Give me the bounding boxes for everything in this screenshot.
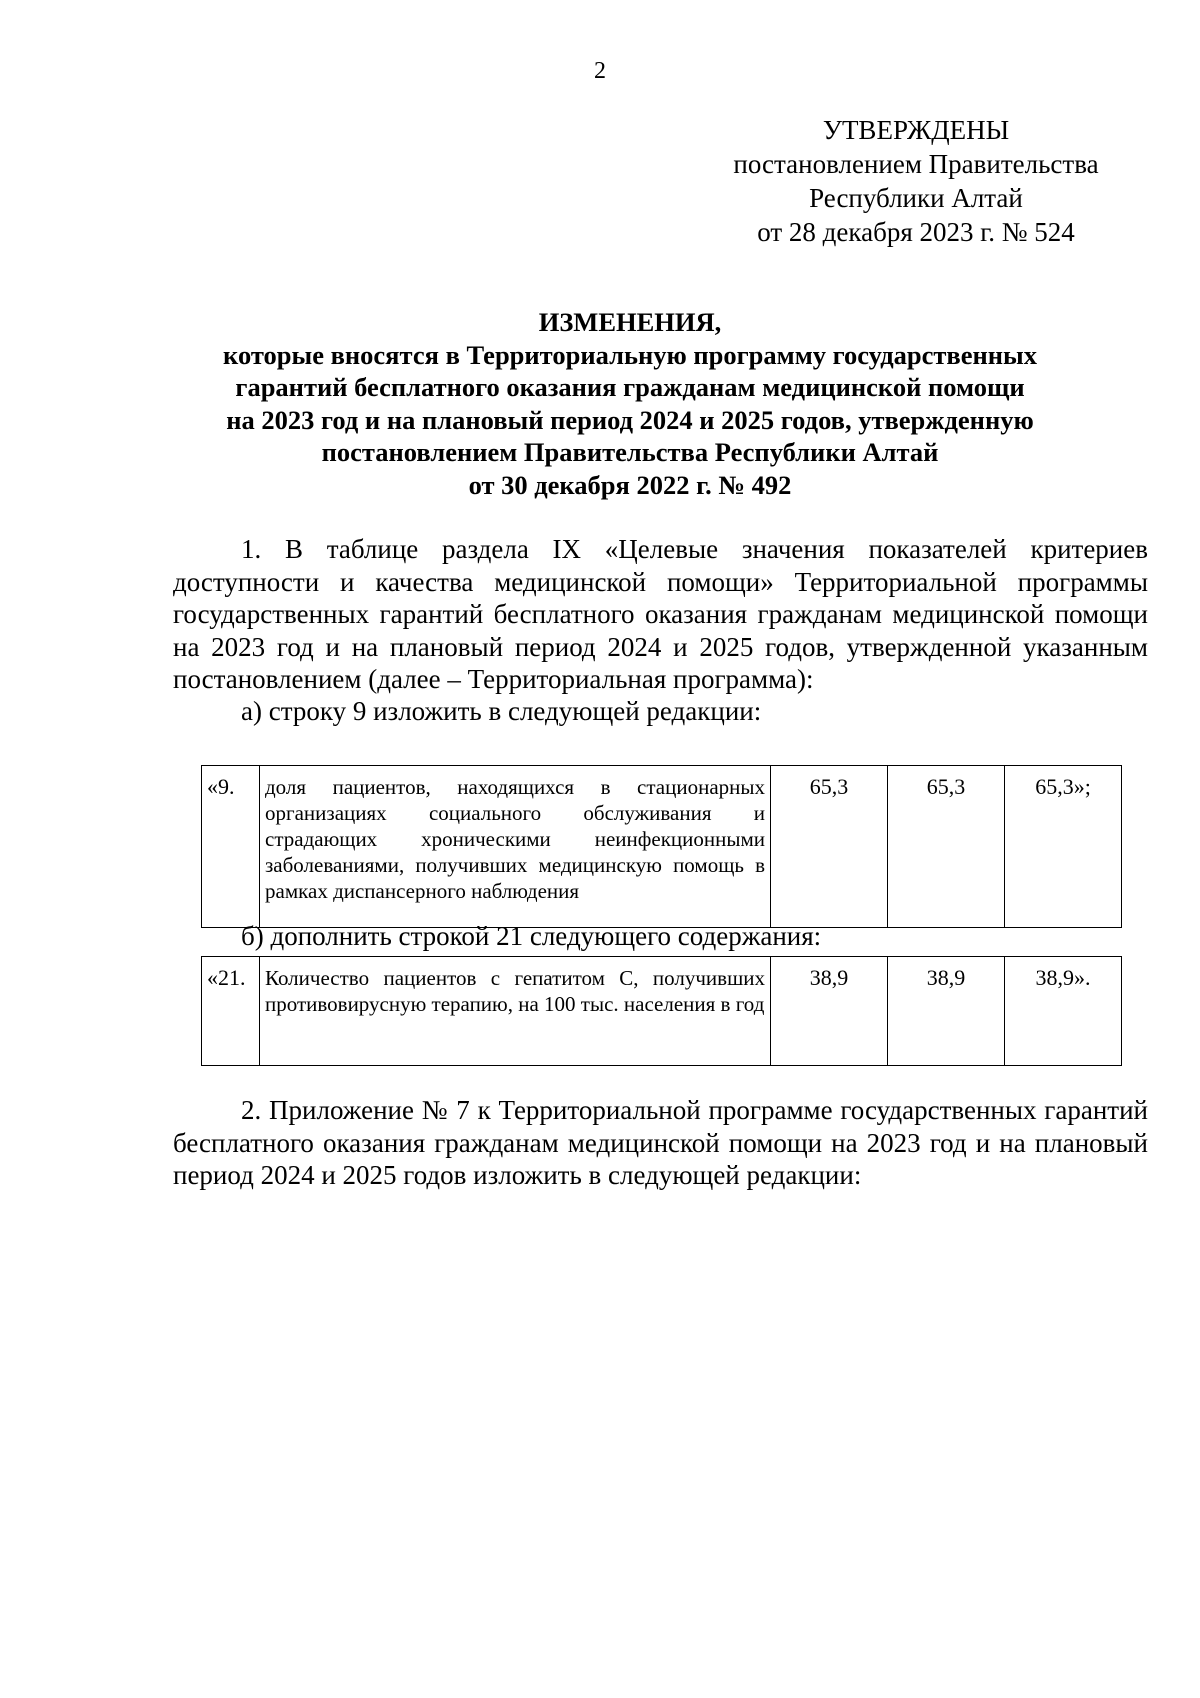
title-line: которые вносятся в Территориальную программу государственных [223, 339, 1037, 370]
title-line: от 30 декабря 2022 г. № 492 [468, 469, 792, 500]
subitem-b: б) дополнить строкой 21 следующего содержания: [241, 921, 822, 951]
row-value-2023: 65,3 [771, 766, 888, 928]
approval-block [716, 113, 1116, 249]
row-value-2025: 65,3»; [1005, 766, 1122, 928]
table-row-21 [201, 956, 1122, 1066]
paragraph-1-text: 1. В таблице раздела IX «Целевые значения показателей критериев доступности и качества медицинской помощи» Территориальной программы государственных гарантий бесплатного оказания гражданам медицинской помощи на 2023 год и на плановый период 2024 и 2025 годов, утвержденной указанным постановлением (далее – Территориальная программа): [173, 534, 1148, 694]
paragraph-2 [173, 1094, 1148, 1192]
title-line: постановлением Правительства Республики Алтай [321, 437, 939, 467]
title-heading: ИЗМЕНЕНИЯ, [538, 307, 722, 337]
approval-line: Республики Алтай [809, 183, 1023, 213]
row-value-2025: 38,9». [1005, 957, 1122, 1066]
table-row [202, 766, 1122, 928]
row-description: Количество пациентов с гепатитом С, получивших противовирусную терапию, на 100 тыс. населения в год [260, 957, 771, 1066]
table-row-9 [201, 765, 1122, 928]
title-line: на 2023 год и на плановый период 2024 и 2025 годов, утвержденную [226, 404, 1034, 435]
paragraph-2-text: 2. Приложение № 7 к Территориальной программе государственных гарантий бесплатного оказания гражданам медицинской помощи на 2023 год и на плановый период 2024 и 2025 годов изложить в следующей редакции: [173, 1095, 1148, 1190]
row-description: доля пациентов, находящихся в стационарных организациях социального обслуживания и страдающих хроническими неинфекционными заболеваниями, получивших медицинскую помощь в рамках диспансерного наблюдения [260, 766, 771, 928]
page-number: 2 [594, 58, 606, 84]
document-title [150, 306, 1110, 501]
row-number: «9. [202, 766, 260, 928]
row-value-2024: 38,9 [888, 957, 1005, 1066]
paragraph-1 [173, 533, 1148, 696]
row-number: «21. [202, 957, 260, 1066]
row-value-2023: 38,9 [771, 957, 888, 1066]
subitem-a: а) строку 9 изложить в следующей редакции: [241, 696, 762, 726]
approval-line: постановлением Правительства [733, 149, 1099, 179]
table-row [202, 957, 1122, 1066]
approval-date: от 28 декабря 2023 г. № 524 [757, 217, 1075, 247]
row-value-2024: 65,3 [888, 766, 1005, 928]
title-line: гарантий бесплатного оказания гражданам медицинской помощи [235, 372, 1025, 402]
approval-heading: УТВЕРЖДЕНЫ [822, 115, 1010, 145]
